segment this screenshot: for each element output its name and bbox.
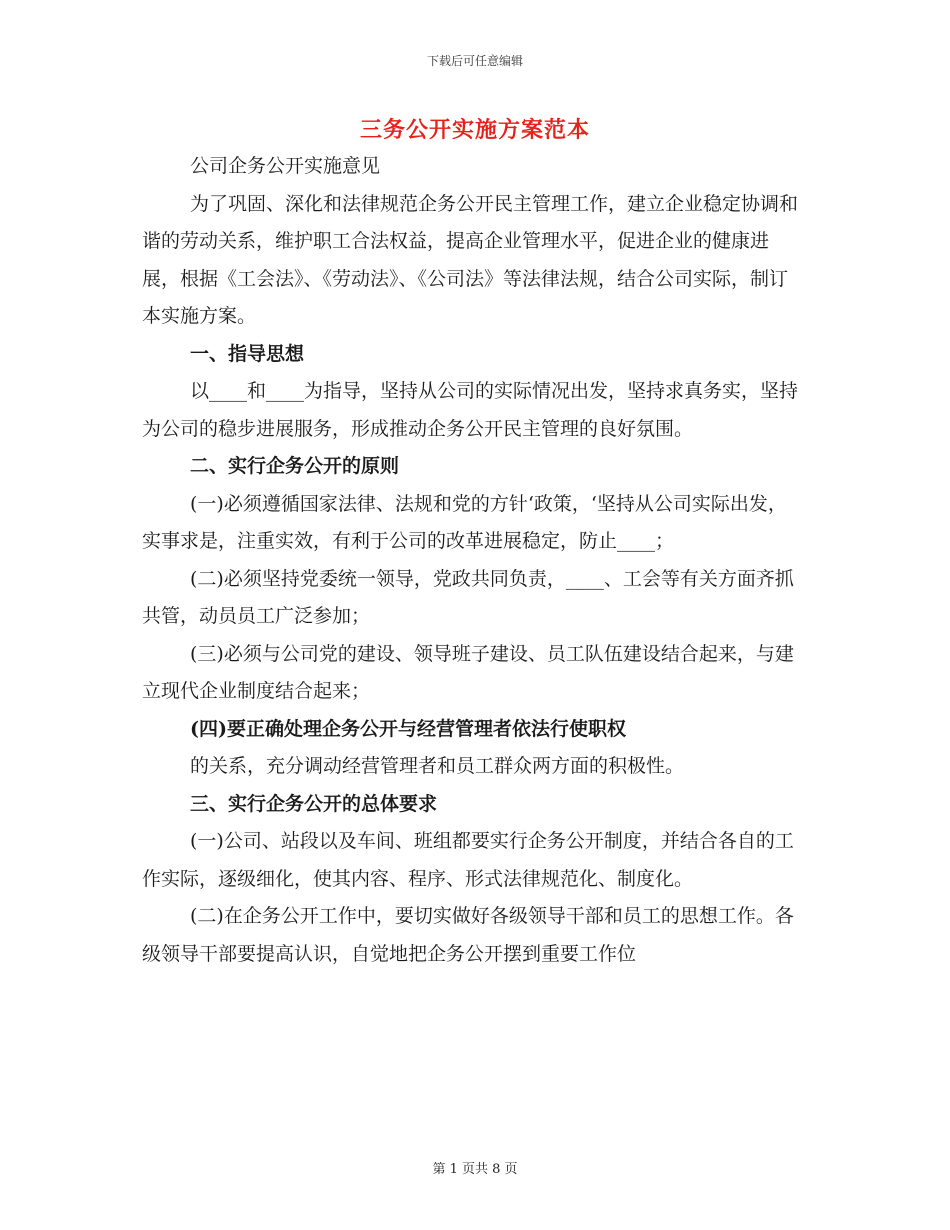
principle-4-continuation: 的关系，充分调动经营管理者和员工群众两方面的积极性。 xyxy=(190,755,685,777)
requirement-2-paragraph: (二)在企务公开工作中，要切实做好各级领导干部和员工的思想工作。各级领导干部要提高认识，自觉地把企务公开摆到重要工作位 xyxy=(142,905,794,965)
intro-paragraph: 为了巩固、深化和法律规范企务公开民主管理工作，建立企业稳定协调和谐的劳动关系，维护职工合法权益，提高企业管理水平，促进企业的健康进展，根据《工会法》、《劳动法》、《公司法》等法律法规，结合公司实际，制订本实施方案。 xyxy=(142,192,799,327)
section-heading-3: 三、实行企务公开的总体要求 xyxy=(190,792,438,815)
document-title: 三务公开实施方案范本 xyxy=(359,117,590,143)
section-heading-2: 二、实行企务公开的原则 xyxy=(190,455,400,477)
principle-1-paragraph: (一)必须遵循国家法律、法规和党的方针‘政策，‘坚持从公司实际出发，实事求是，注重实效，有利于公司的改革进展稳定，防止____； xyxy=(142,492,787,552)
document-body xyxy=(142,148,802,973)
requirement-1-paragraph: (一)公司、站段以及车间、班组都要实行企务公开制度，并结合各自的工作实际，逐级细化，使其内容、程序、形式法律规范化、制度化。 xyxy=(142,830,794,890)
section-heading-1: 一、指导思想 xyxy=(190,342,305,365)
principle-3-paragraph: (三)必须与公司党的建设、领导班子建设、员工队伍建设结合起来，与建立现代企业制度结合起来； xyxy=(142,642,794,702)
page-header-note: 下载后可任意编辑 xyxy=(426,54,523,68)
principle-2-paragraph: (二)必须坚持党委统一领导，党政共同负责，____、工会等有关方面齐抓共管，动员员工广泛参加； xyxy=(142,567,794,627)
page-footer-number: 第 1 页共 8 页 xyxy=(432,1162,518,1177)
subtitle-paragraph: 公司企务公开实施意见 xyxy=(190,155,381,177)
guiding-paragraph: 以____和____为指导，坚持从公司的实际情况出发，坚持求真务实，坚持为公司的稳步进展服务，形成推动企务公开民主管理的良好氛围。 xyxy=(142,380,799,440)
principle-4-bold-line: (四)要正确处理企务公开与经营管理者依法行使职权 xyxy=(190,717,626,740)
